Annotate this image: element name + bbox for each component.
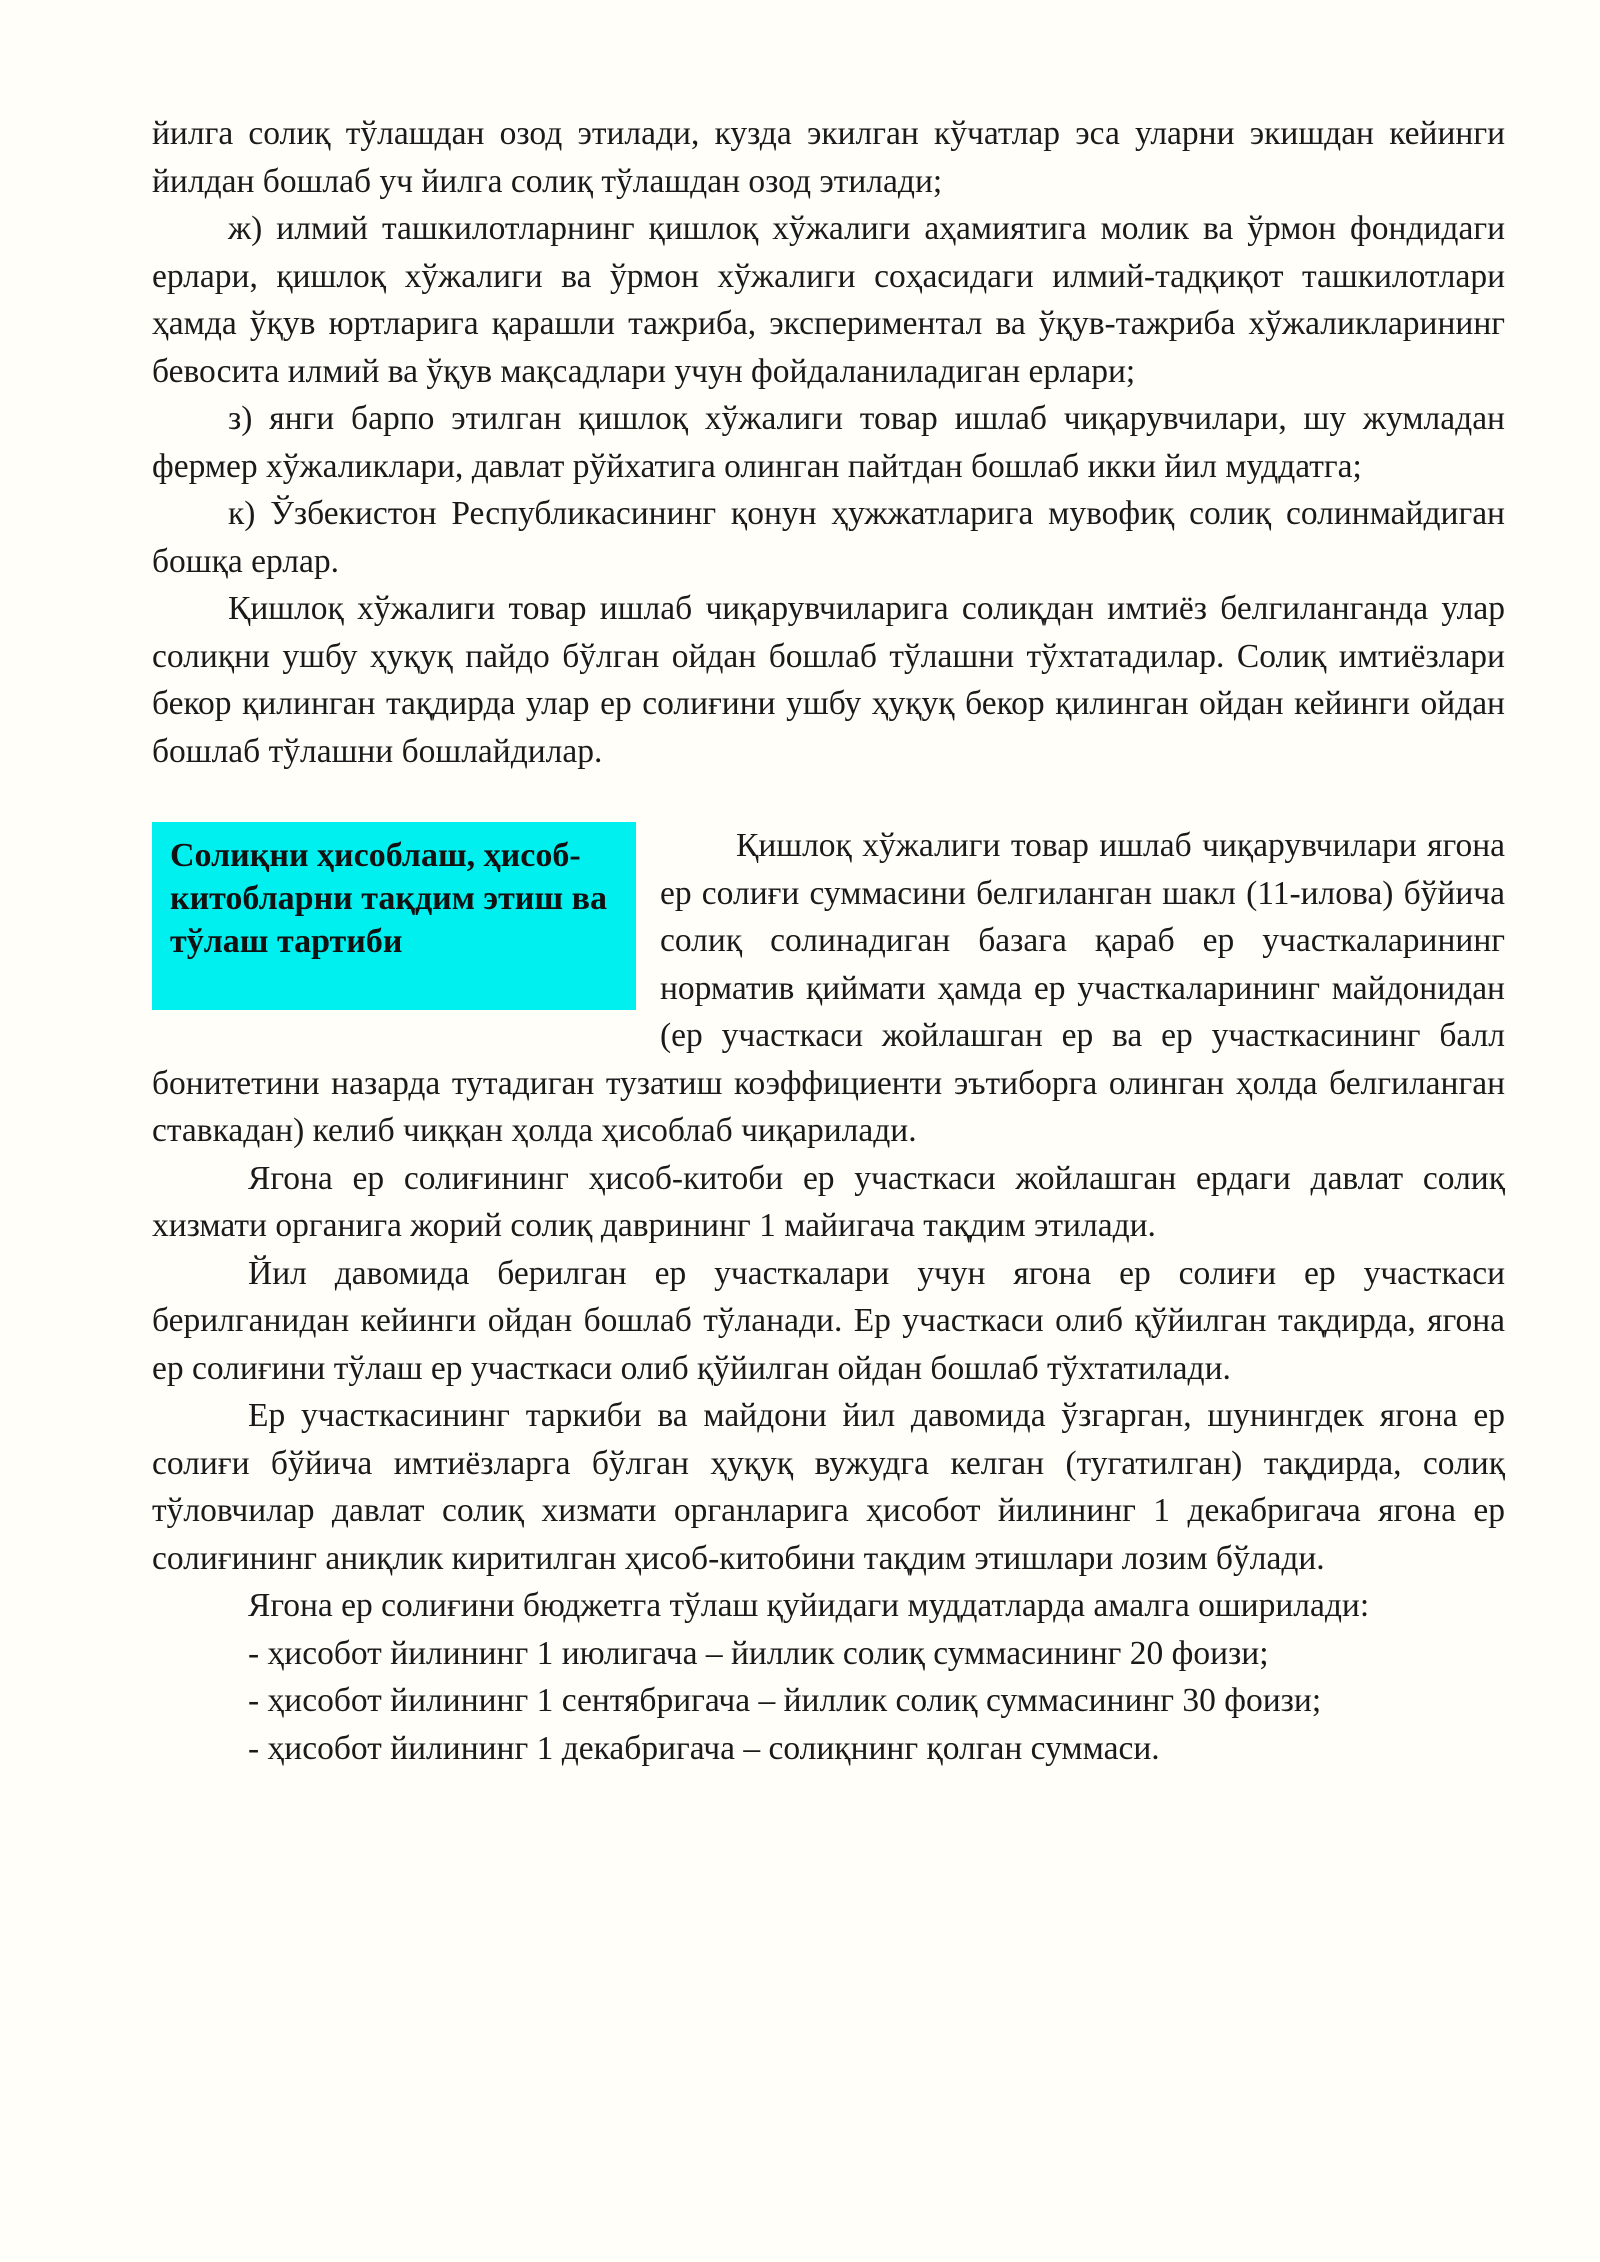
document-page	[152, 110, 1505, 1772]
section-heading: Солиқни ҳисоблаш, ҳисоб-китобларни тақдим этиш ва тўлаш тартиби	[170, 837, 607, 960]
list-item: - ҳисобот йилининг 1 июлигача – йиллик солиқ суммасининг 20 фоизи;	[248, 1634, 1269, 1672]
paragraph-item-zh: ж) илмий ташкилотларнинг қишлоқ хўжалиги аҳамиятига молик ва ўрмон фондидаги ерлари, қишлоқ хўжалиги ва ўрмон хўжалиги соҳасидаги илмий-тадқиқот ташкилотлари ҳамда ўқув юртларига қарашли тажриба, экспериментал ва ўқув-тажриба хўжаликларининг бевосита илмий ва ўқув мақсадлари учун фойдаланиладиган ерлари;	[152, 210, 1505, 390]
paragraph-item-k: к) Ўзбекистон Республикасининг қонун ҳужжатларига мувофиқ солиқ солинмайдиган бошқа ерлар.	[152, 495, 1505, 580]
paragraph-calculation: Қишлоқ хўжалиги товар ишлаб чиқарувчилари ягона ер солиғи суммасини белгиланган шакл (11-илова) бўйича солиқ солинадиган базага қараб ер участкаларининг норматив қиймати ҳамда ер участкаларининг майдонидан (ер участкаси жойлашган ер ва ер участкасининг балл бонитетини назарда тутадиган тузатиш коэффициенти эътиборга олинган ҳолда белгиланган ставкадан) келиб чиққан ҳолда ҳисоблаб чиқарилади.	[152, 827, 1505, 1149]
section-heading-box	[152, 822, 636, 1010]
paragraph-item-z: з) янги барпо этилган қишлоқ хўжалиги товар ишлаб чиқарувчилари, шу жумладан фермер хўжаликлари, давлат рўйхатига олинган пайтдан бошлаб икки йил муддатга;	[152, 400, 1505, 485]
paragraph-exemption: Қишлоқ хўжалиги товар ишлаб чиқарувчиларига солиқдан имтиёз белгиланганда улар солиқни ушбу ҳуқуқ пайдо бўлган ойдан бошлаб тўлашни тўхтатадилар. Солиқ имтиёзлари бекор қилинган тақдирда улар ер солиғини ушбу ҳуқуқ бекор қилинган ойдан кейинги ойдан бошлаб тўлашни бошлайдилар.	[152, 590, 1505, 770]
paragraph-allocated-land: Йил давомида берилган ер участкалари учун ягона ер солиғи ер участкаси берилганидан кейинги ойдан бошлаб тўланади. Ер участкаси олиб қўйилган тақдирда, ягона ер солиғини тўлаш ер участкаси олиб қўйилган ойдан бошлаб тўхтатилади.	[152, 1254, 1505, 1387]
list-item: - ҳисобот йилининг 1 сентябригача – йиллик солиқ суммасининг 30 фоизи;	[248, 1682, 1322, 1719]
payment-schedule-list	[152, 1630, 1505, 1773]
calculation-section	[152, 822, 1505, 1772]
list-item: - ҳисобот йилининг 1 декабригача – солиқнинг қолган суммаси.	[248, 1729, 1160, 1767]
paragraph-submission: Ягона ер солиғининг ҳисоб-китоби ер участкаси жойлашган ердаги давлат солиқ хизмати органига жорий солиқ даврининг 1 майигача тақдим этилади.	[152, 1159, 1505, 1244]
paragraph-payment-terms: Ягона ер солиғини бюджетга тўлаш қуйидаги муддатларда амалга оширилади:	[248, 1587, 1370, 1624]
paragraph-continuation: йилга солиқ тўлашдан озод этилади, кузда экилган кўчатлар эса уларни экишдан кейинги йилдан бошлаб уч йилга солиқ тўлашдан озод этилади;	[152, 115, 1505, 200]
paragraph-changes: Ер участкасининг таркиби ва майдони йил давомида ўзгарган, шунингдек ягона ер солиғи бўйича имтиёзларга бўлган ҳуқуқ вужудга келган (тугатилган) тақдирда, солиқ тўловчилар давлат солиқ хизмати органларига ҳисобот йилининг 1 декабригача ягона ер солиғининг аниқлик киритилган ҳисоб-китобини тақдим этишлари лозим бўлади.	[152, 1397, 1505, 1577]
